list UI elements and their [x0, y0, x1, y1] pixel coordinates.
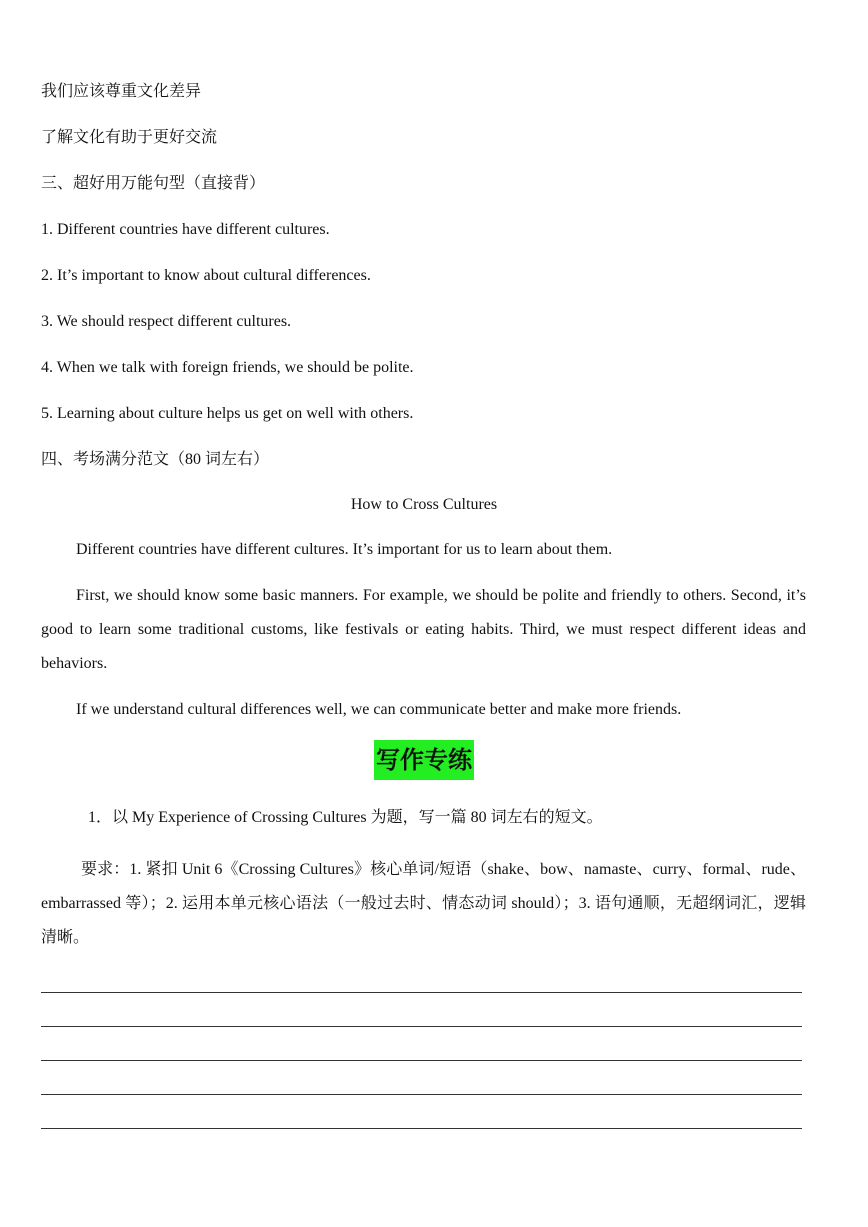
essay-paragraph-1: Different countries have different cultures. It’s important for us to learn about them.	[76, 541, 613, 558]
sentence-pattern-5: 5. Learning about culture helps us get on well with others.	[41, 405, 414, 422]
section-heading-model-essay: 四、考场满分范文（80 词左右）	[41, 451, 270, 468]
answer-line	[41, 1060, 802, 1061]
answer-line	[41, 992, 802, 993]
text-line-understand-culture: 了解文化有助于更好交流	[41, 129, 218, 146]
answer-line	[41, 1026, 802, 1027]
essay-title: How to Cross Cultures	[350, 496, 498, 513]
essay-paragraph-3: If we understand cultural differences well, we can communicate better and make more friends.	[76, 701, 682, 718]
sentence-pattern-2: 2. It’s important to know about cultural differences.	[41, 267, 371, 284]
practice-heading-wrap	[0, 740, 848, 780]
sentence-pattern-1: 1. Different countries have different cultures.	[41, 221, 330, 238]
answer-line	[41, 1094, 802, 1095]
writing-task: 1．以 My Experience of Crossing Cultures 为题，写一篇 80 词左右的短文。	[88, 809, 603, 826]
practice-heading: 写作专练	[374, 740, 474, 780]
text-line-respect-differences: 我们应该尊重文化差异	[41, 83, 202, 100]
writing-requirements: 要求：1. 紧扣 Unit 6《Crossing Cultures》核心单词/短语（shake、bow、namaste、curry、formal、rude、embarrassed 等）；2. 运用本单元核心语法（一般过去时、情态动词 should）；3. 语句通顺，无超纲词汇，逻辑清晰。	[41, 861, 806, 946]
answer-line	[41, 1128, 802, 1129]
sentence-pattern-3: 3. We should respect different cultures.	[41, 313, 292, 330]
sentence-pattern-4: 4. When we talk with foreign friends, we should be polite.	[41, 359, 414, 376]
section-heading-sentence-patterns: 三、超好用万能句型（直接背）	[41, 175, 266, 192]
essay-paragraph-2: First, we should know some basic manners. For example, we should be polite and friendly to others. Second, it’s good to learn some traditional customs, like festivals or eating habits. Third, we must respect different ideas and behaviors.	[41, 587, 806, 672]
